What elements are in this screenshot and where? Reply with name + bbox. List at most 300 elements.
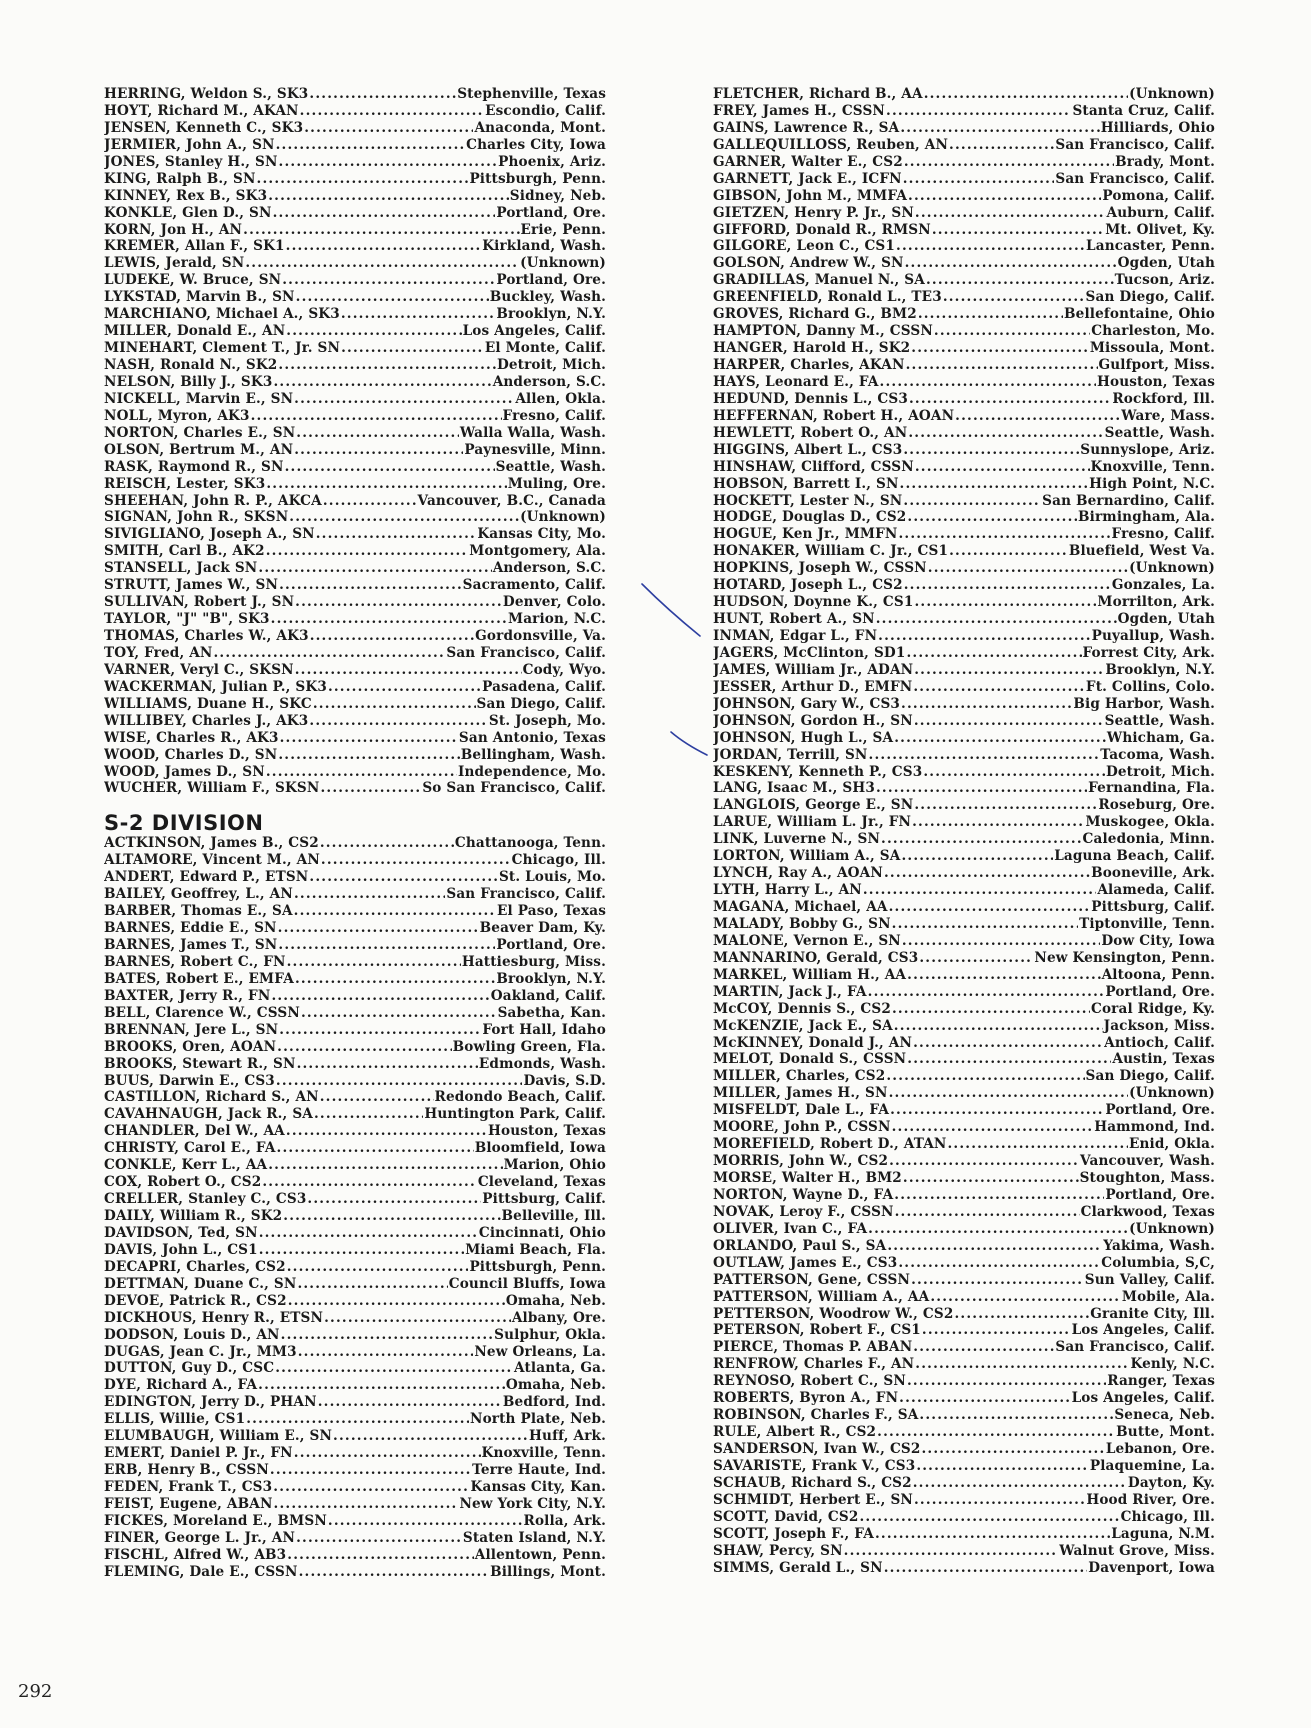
roster-entry xyxy=(713,1102,1215,1119)
member-name: HOCKETT, Lester N., SN xyxy=(713,492,903,509)
roster-entry xyxy=(713,154,1215,171)
hometown: Enid, Okla. xyxy=(1129,1136,1215,1153)
member-name: GREENFIELD, Ronald L., TE3 xyxy=(713,289,942,306)
roster-entry xyxy=(713,814,1215,831)
roster-entry xyxy=(104,238,606,255)
dot-leader xyxy=(279,577,462,594)
member-name: McCOY, Dennis S., CS2 xyxy=(713,1000,891,1017)
dot-leader xyxy=(286,1123,487,1140)
dot-leader xyxy=(914,594,1096,611)
roster-entry xyxy=(104,526,606,543)
dot-leader xyxy=(922,1322,1071,1339)
roster-entry xyxy=(104,764,606,781)
roster-entry xyxy=(104,1056,606,1073)
dot-leader xyxy=(320,835,454,852)
hometown: Pittsburg, Calif. xyxy=(482,1191,606,1208)
hometown: Dow City, Iowa xyxy=(1101,932,1215,949)
hometown: (Unknown) xyxy=(1129,1220,1215,1237)
dot-leader xyxy=(955,408,1120,425)
member-name: FISCHL, Alfred W., AB3 xyxy=(104,1546,287,1563)
dot-leader xyxy=(278,937,495,954)
hometown: Houston, Texas xyxy=(1096,373,1215,390)
dot-leader xyxy=(948,1136,1129,1153)
member-name: KREMER, Allan F., SK1 xyxy=(104,238,285,255)
hometown: Puyallup, Wash. xyxy=(1091,628,1215,644)
member-name: HEWLETT, Robert O., AN xyxy=(713,424,908,441)
roster-entry xyxy=(713,882,1215,899)
hometown: Stoughton, Mass. xyxy=(1079,1170,1215,1186)
member-name: PETTERSON, Woodrow W., CS2 xyxy=(713,1305,954,1322)
member-name: SCHMIDT, Herbert E., SN xyxy=(713,1491,913,1508)
dot-leader xyxy=(273,205,496,222)
roster-entry xyxy=(104,1547,606,1564)
dot-leader xyxy=(930,1289,1121,1306)
dot-leader xyxy=(928,560,1128,577)
roster-entry xyxy=(713,205,1215,222)
member-name: CRELLER, Stanley C., CS3 xyxy=(104,1191,307,1208)
roster-entry xyxy=(713,780,1215,797)
dot-leader xyxy=(876,780,1087,797)
roster-entry xyxy=(104,628,606,645)
roster-entry xyxy=(713,916,1215,933)
member-name: FLEMING, Dale E., CSSN xyxy=(104,1563,298,1580)
roster-entry xyxy=(104,611,606,628)
hometown: Rockford, Ill. xyxy=(1112,390,1215,407)
roster-entry xyxy=(713,713,1215,730)
dot-leader xyxy=(923,764,1105,781)
dot-leader xyxy=(886,1068,1084,1085)
roster-entry xyxy=(713,137,1215,154)
roster-entry xyxy=(104,323,606,340)
dot-leader xyxy=(890,1102,1104,1119)
dot-leader xyxy=(270,1462,471,1479)
member-name: BATES, Robert E., EMFA xyxy=(104,970,294,987)
hometown: Los Angeles, Calif. xyxy=(462,323,606,340)
member-name: REYNOSO, Robert C., SN xyxy=(713,1373,906,1390)
dot-leader xyxy=(287,1259,469,1276)
roster-entry xyxy=(104,577,606,594)
roster-entry xyxy=(713,323,1215,340)
hometown: Ogden, Utah xyxy=(1117,255,1215,272)
hometown: Anderson, S.C. xyxy=(492,560,606,577)
member-name: HOTARD, Joseph L., CS2 xyxy=(713,577,903,594)
member-name: BUUS, Darwin E., CS3 xyxy=(104,1072,275,1089)
dot-leader xyxy=(307,1191,481,1208)
hometown: Tacoma, Wash. xyxy=(1100,746,1215,763)
member-name: GROVES, Richard G., BM2 xyxy=(713,306,917,323)
dot-leader xyxy=(900,476,1089,493)
roster-entry xyxy=(104,1005,606,1022)
dot-leader xyxy=(868,984,1105,1001)
roster-list-s2-division xyxy=(104,835,606,1580)
member-name: PETERSON, Robert F., CS1 xyxy=(713,1322,921,1339)
dot-leader xyxy=(908,188,1101,205)
dot-leader xyxy=(904,577,1111,594)
roster-entry xyxy=(713,1153,1215,1170)
hometown: Pittsburgh, Penn. xyxy=(469,170,606,187)
member-name: HODGE, Douglas D., CS2 xyxy=(713,509,907,526)
division-heading: S-2 DIVISION xyxy=(104,811,264,836)
roster-entry xyxy=(713,1560,1215,1577)
hometown: Omaha, Neb. xyxy=(505,1377,606,1394)
roster-entry xyxy=(713,509,1215,526)
roster-entry xyxy=(713,357,1215,374)
member-name: SHAW, Percy, SN xyxy=(713,1542,843,1559)
hometown: Chicago, Ill. xyxy=(511,852,606,869)
member-name: RASK, Raymond R., SN xyxy=(104,458,284,475)
dot-leader xyxy=(892,1001,1090,1018)
hometown: (Unknown) xyxy=(520,255,606,272)
member-name: MISFELDT, Dale L., FA xyxy=(713,1102,890,1119)
hometown: Forrest City, Ark. xyxy=(1082,644,1215,661)
member-name: NELSON, Billy J., SK3 xyxy=(104,373,273,390)
dot-leader xyxy=(246,1411,469,1428)
dot-leader xyxy=(913,1035,1103,1052)
member-name: HUNT, Robert A., SN xyxy=(713,611,875,628)
member-name: HIGGINS, Albert L., CS3 xyxy=(713,441,903,458)
hometown: Bloomfield, Iowa xyxy=(474,1140,606,1157)
roster-entry xyxy=(713,611,1215,628)
member-name: TAYLOR, "J" "B", SK3 xyxy=(104,611,270,628)
dot-leader xyxy=(276,137,466,154)
dot-leader xyxy=(266,543,469,560)
hometown: Seattle, Wash. xyxy=(1104,424,1215,441)
member-name: PATTERSON, Gene, CSSN xyxy=(713,1271,911,1288)
member-name: SIMMS, Gerald L., SN xyxy=(713,1559,883,1576)
member-name: MOORE, John P., CSSN xyxy=(713,1119,891,1136)
member-name: BROOKS, Oren, AOAN xyxy=(104,1038,277,1055)
dot-leader xyxy=(903,493,1041,510)
dot-leader xyxy=(913,679,1085,696)
member-name: EMERT, Daniel P. Jr., FN xyxy=(104,1445,293,1462)
hometown: So San Francisco, Calif. xyxy=(422,780,606,797)
hometown: New Orleans, La. xyxy=(474,1343,606,1360)
hometown: Rolla, Ark. xyxy=(523,1512,606,1529)
roster-entry xyxy=(713,1119,1215,1136)
dot-leader xyxy=(294,1445,481,1462)
hometown: Hammond, Ind. xyxy=(1094,1119,1215,1136)
dot-leader xyxy=(909,391,1111,408)
hometown: Anderson, S.C. xyxy=(492,373,606,390)
dot-leader xyxy=(314,1106,423,1123)
roster-entry xyxy=(104,1089,606,1106)
dot-leader xyxy=(275,1360,513,1377)
dot-leader xyxy=(889,899,1091,916)
hometown: Marion, Ohio xyxy=(503,1157,606,1174)
dot-leader xyxy=(323,493,417,510)
dot-leader xyxy=(949,543,1068,560)
roster-entry xyxy=(713,1221,1215,1238)
dot-leader xyxy=(876,611,1117,628)
member-name: HEFFERNAN, Robert H., AOAN xyxy=(713,407,955,424)
member-name: MARTIN, Jack J., FA xyxy=(713,983,867,1000)
roster-entry xyxy=(104,1106,606,1123)
hometown: Allen, Okla. xyxy=(515,390,606,407)
roster-entry xyxy=(104,645,606,662)
hometown: Cleveland, Texas xyxy=(477,1174,606,1191)
member-name: GIFFORD, Donald R., RMSN xyxy=(713,221,931,238)
roster-entry xyxy=(713,188,1215,205)
member-name: ERB, Henry B., CSSN xyxy=(104,1462,269,1479)
dot-leader xyxy=(902,933,1100,950)
roster-entry xyxy=(104,340,606,357)
hometown: San Diego, Calif. xyxy=(476,695,606,712)
dot-leader xyxy=(880,374,1096,391)
roster-entry xyxy=(104,357,606,374)
roster-entry xyxy=(713,476,1215,493)
member-name: INMAN, Edgar L., FN xyxy=(713,628,878,644)
roster-entry xyxy=(104,971,606,988)
member-name: ORLANDO, Paul S., SA xyxy=(713,1237,887,1254)
dot-leader xyxy=(273,374,491,391)
hometown: Stanta Cruz, Calif. xyxy=(1072,102,1215,119)
hometown: Vancouver, B.C., Canada xyxy=(417,492,606,509)
roster-entry xyxy=(713,238,1215,255)
member-name: JAMES, William Jr., ADAN xyxy=(713,661,914,678)
roster-entry xyxy=(713,391,1215,408)
hometown: Portland, Ore. xyxy=(496,204,606,221)
hometown: Alameda, Calif. xyxy=(1097,882,1215,899)
hometown: Detroit, Mich. xyxy=(496,357,606,373)
member-name: JOHNSON, Gordon H., SN xyxy=(713,712,913,729)
dot-leader xyxy=(279,1022,481,1039)
member-name: BELL, Clarence W., CSSN xyxy=(104,1004,300,1021)
dot-leader xyxy=(268,1157,502,1174)
dot-leader xyxy=(881,831,1082,848)
dot-leader xyxy=(287,1547,474,1564)
roster-entry xyxy=(713,1035,1215,1052)
member-name: WUCHER, William F., SKSN xyxy=(104,780,320,797)
member-name: BARNES, Robert C., FN xyxy=(104,953,286,970)
dot-leader xyxy=(324,1310,511,1327)
hometown: Birmingham, Ala. xyxy=(1078,509,1215,526)
roster-entry xyxy=(104,1022,606,1039)
dot-leader xyxy=(906,357,1098,374)
member-name: LEWIS, Jerald, SN xyxy=(104,255,245,272)
roster-entry xyxy=(713,797,1215,814)
hometown: Lebanon, Ore. xyxy=(1105,1441,1215,1457)
dot-leader xyxy=(901,848,1053,865)
dot-leader xyxy=(297,1056,478,1073)
member-name: HANGER, Harold H., SK2 xyxy=(713,340,911,357)
member-name: CHANDLER, Del W., AA xyxy=(104,1123,285,1140)
hometown: Knoxville, Tenn. xyxy=(481,1445,606,1462)
dot-leader xyxy=(913,1475,1127,1492)
hometown: Plaquemine, La. xyxy=(1089,1457,1215,1474)
roster-entry xyxy=(713,374,1215,391)
member-name: JOHNSON, Gary W., CS3 xyxy=(713,695,901,712)
member-name: CASTILLON, Richard S., AN xyxy=(104,1089,319,1106)
hometown: Denver, Colo. xyxy=(502,594,606,611)
dot-leader xyxy=(916,1458,1089,1475)
roster-entry xyxy=(104,1242,606,1259)
dot-leader xyxy=(915,1356,1129,1373)
roster-entry xyxy=(104,713,606,730)
hometown: Pomona, Calif. xyxy=(1102,187,1215,204)
member-name: WACKERMAN, Julian P., SK3 xyxy=(104,678,327,695)
dot-leader xyxy=(257,171,469,188)
hometown: Portland, Ore. xyxy=(1105,983,1215,1000)
roster-entry xyxy=(713,848,1215,865)
member-name: MILLER, James H., SN xyxy=(713,1085,888,1102)
member-name: DUTTON, Guy D., CSC xyxy=(104,1360,275,1377)
member-name: GOLSON, Andrew W., SN xyxy=(713,255,904,272)
member-name: HOBSON, Barrett I., SN xyxy=(713,475,899,492)
roster-entry xyxy=(713,933,1215,950)
dot-leader xyxy=(886,103,1071,120)
member-name: OLSON, Bertrum M., AN xyxy=(104,441,294,458)
member-name: KESKENY, Kenneth P., CS3 xyxy=(713,763,923,780)
roster-entry xyxy=(104,594,606,611)
roster-entry xyxy=(104,869,606,886)
roster-entry xyxy=(713,764,1215,781)
dot-leader xyxy=(919,1407,1113,1424)
dot-leader xyxy=(868,1221,1128,1238)
member-name: JENSEN, Kenneth C., SK3 xyxy=(104,119,304,136)
hometown: Albany, Ore. xyxy=(511,1309,606,1326)
dot-leader xyxy=(259,1225,478,1242)
hometown: Kenly, N.C. xyxy=(1130,1356,1215,1373)
member-name: BRENNAN, Jere L., SN xyxy=(104,1021,279,1038)
dot-leader xyxy=(283,1208,500,1225)
dot-leader xyxy=(280,730,458,747)
hometown: High Point, N.C. xyxy=(1089,475,1215,492)
member-name: HAYS, Leonard E., FA xyxy=(713,373,879,390)
hometown: Gonzales, La. xyxy=(1111,577,1215,594)
dot-leader xyxy=(901,696,1072,713)
hometown: Hood River, Ore. xyxy=(1086,1491,1215,1508)
roster-entry xyxy=(713,1187,1215,1204)
roster-entry xyxy=(104,188,606,205)
roster-entry xyxy=(104,1344,606,1361)
dot-leader xyxy=(875,1526,1110,1543)
member-name: COX, Robert O., CS2 xyxy=(104,1174,262,1191)
hometown: San Francisco, Calif. xyxy=(446,644,606,661)
member-name: SIVIGLIANO, Joseph A., SN xyxy=(104,526,315,543)
member-name: ANDERT, Edward P., ETSN xyxy=(104,869,309,886)
member-name: ELUMBAUGH, William E., SN xyxy=(104,1428,333,1445)
hometown: Montgomery, Ala. xyxy=(469,543,606,560)
roster-entry xyxy=(713,272,1215,289)
hometown: San Francisco, Calif. xyxy=(446,886,606,903)
hometown: Kansas City, Kan. xyxy=(470,1479,606,1495)
member-name: DAVIDSON, Ted, SN xyxy=(104,1224,258,1241)
hometown: Altoona, Penn. xyxy=(1101,966,1215,983)
member-name: GARNER, Walter E., CS2 xyxy=(713,153,903,170)
hometown: Houston, Texas xyxy=(487,1123,606,1140)
dot-leader xyxy=(294,391,514,408)
roster-entry xyxy=(713,950,1215,967)
hometown: St. Louis, Mo. xyxy=(498,869,606,886)
dot-leader xyxy=(251,408,502,425)
hometown: Hilliards, Ohio xyxy=(1100,119,1215,136)
hometown: Billings, Mont. xyxy=(490,1563,606,1580)
member-name: ELLIS, Willie, CS1 xyxy=(104,1411,246,1428)
member-name: SAVARISTE, Frank V., CS3 xyxy=(713,1457,916,1474)
member-name: FEDEN, Frank T., CS3 xyxy=(104,1479,273,1495)
dot-leader xyxy=(934,323,1090,340)
member-name: ROBINSON, Charles F., SA xyxy=(713,1407,919,1424)
member-name: OLIVER, Ivan C., FA xyxy=(713,1220,868,1237)
dot-leader xyxy=(892,1119,1094,1136)
roster-entry xyxy=(104,171,606,188)
dot-leader xyxy=(316,526,477,543)
page-number: 292 xyxy=(18,1681,53,1702)
hometown: Brady, Mont. xyxy=(1115,153,1215,170)
roster-entry xyxy=(104,154,606,171)
dot-leader xyxy=(286,323,461,340)
member-name: GIETZEN, Henry P. Jr., SN xyxy=(713,204,914,221)
hometown: El Monte, Calif. xyxy=(484,340,606,357)
member-name: HONAKER, William C. Jr., CS1 xyxy=(713,543,949,560)
member-name: KORN, Jon H., AN xyxy=(104,221,243,238)
hometown: Paynesville, Minn. xyxy=(464,441,606,458)
hometown: Booneville, Ark. xyxy=(1091,865,1215,882)
hometown: Terre Haute, Ind. xyxy=(472,1462,606,1479)
member-name: NASH, Ronald N., SK2 xyxy=(104,357,278,373)
hometown: Mobile, Ala. xyxy=(1121,1288,1215,1305)
hometown: Whicham, Ga. xyxy=(1106,729,1215,746)
dot-leader xyxy=(295,971,495,988)
dot-leader xyxy=(341,340,484,357)
roster-entry xyxy=(713,442,1215,459)
dot-leader xyxy=(304,120,473,137)
dot-leader xyxy=(321,852,511,869)
member-name: LINK, Luverne N., SN xyxy=(713,831,881,848)
roster-entry xyxy=(713,645,1215,662)
hometown: Atlanta, Ga. xyxy=(514,1360,606,1377)
hometown: Sidney, Neb. xyxy=(509,187,606,204)
dot-leader xyxy=(911,340,1089,357)
dot-leader xyxy=(906,645,1081,662)
roster-entry xyxy=(104,1377,606,1394)
dot-leader xyxy=(884,1560,1088,1577)
hometown: San Francisco, Calif. xyxy=(1055,136,1215,153)
roster-entry xyxy=(104,747,606,764)
hometown: Phoenix, Ariz. xyxy=(498,153,606,170)
member-name: MILLER, Donald E., AN xyxy=(104,323,286,340)
hometown: (Unknown) xyxy=(1129,1085,1215,1102)
dot-leader xyxy=(915,459,1090,476)
hometown: Seattle, Wash. xyxy=(1104,712,1215,729)
roster-entry xyxy=(713,408,1215,425)
dot-leader xyxy=(296,1530,462,1547)
dot-leader xyxy=(309,713,488,730)
member-name: STANSELL, Jack SN xyxy=(104,560,258,577)
roster-entry xyxy=(104,272,606,289)
dot-leader xyxy=(268,188,509,205)
roster-entry xyxy=(713,730,1215,747)
roster-entry xyxy=(104,1259,606,1276)
hometown: San Antonio, Texas xyxy=(458,729,606,746)
dot-leader xyxy=(907,967,1100,984)
roster-entry xyxy=(104,1039,606,1056)
hometown: Laguna, N.M. xyxy=(1111,1525,1215,1542)
roster-entry xyxy=(713,526,1215,543)
hometown: Knoxville, Tenn. xyxy=(1090,458,1215,475)
roster-entry xyxy=(713,747,1215,764)
roster-entry xyxy=(104,1276,606,1293)
hometown: Fort Hall, Idaho xyxy=(482,1021,606,1038)
roster-entry xyxy=(713,459,1215,476)
hometown: Buckley, Wash. xyxy=(489,289,606,306)
member-name: JONES, Stanley H., SN xyxy=(104,153,278,170)
hometown: Brooklyn, N.Y. xyxy=(1105,661,1215,678)
member-name: NORTON, Charles E., SN xyxy=(104,424,296,441)
roster-entry xyxy=(713,831,1215,848)
roster-entry xyxy=(713,1509,1215,1526)
member-name: JOHNSON, Hugh L., SA xyxy=(713,729,894,746)
